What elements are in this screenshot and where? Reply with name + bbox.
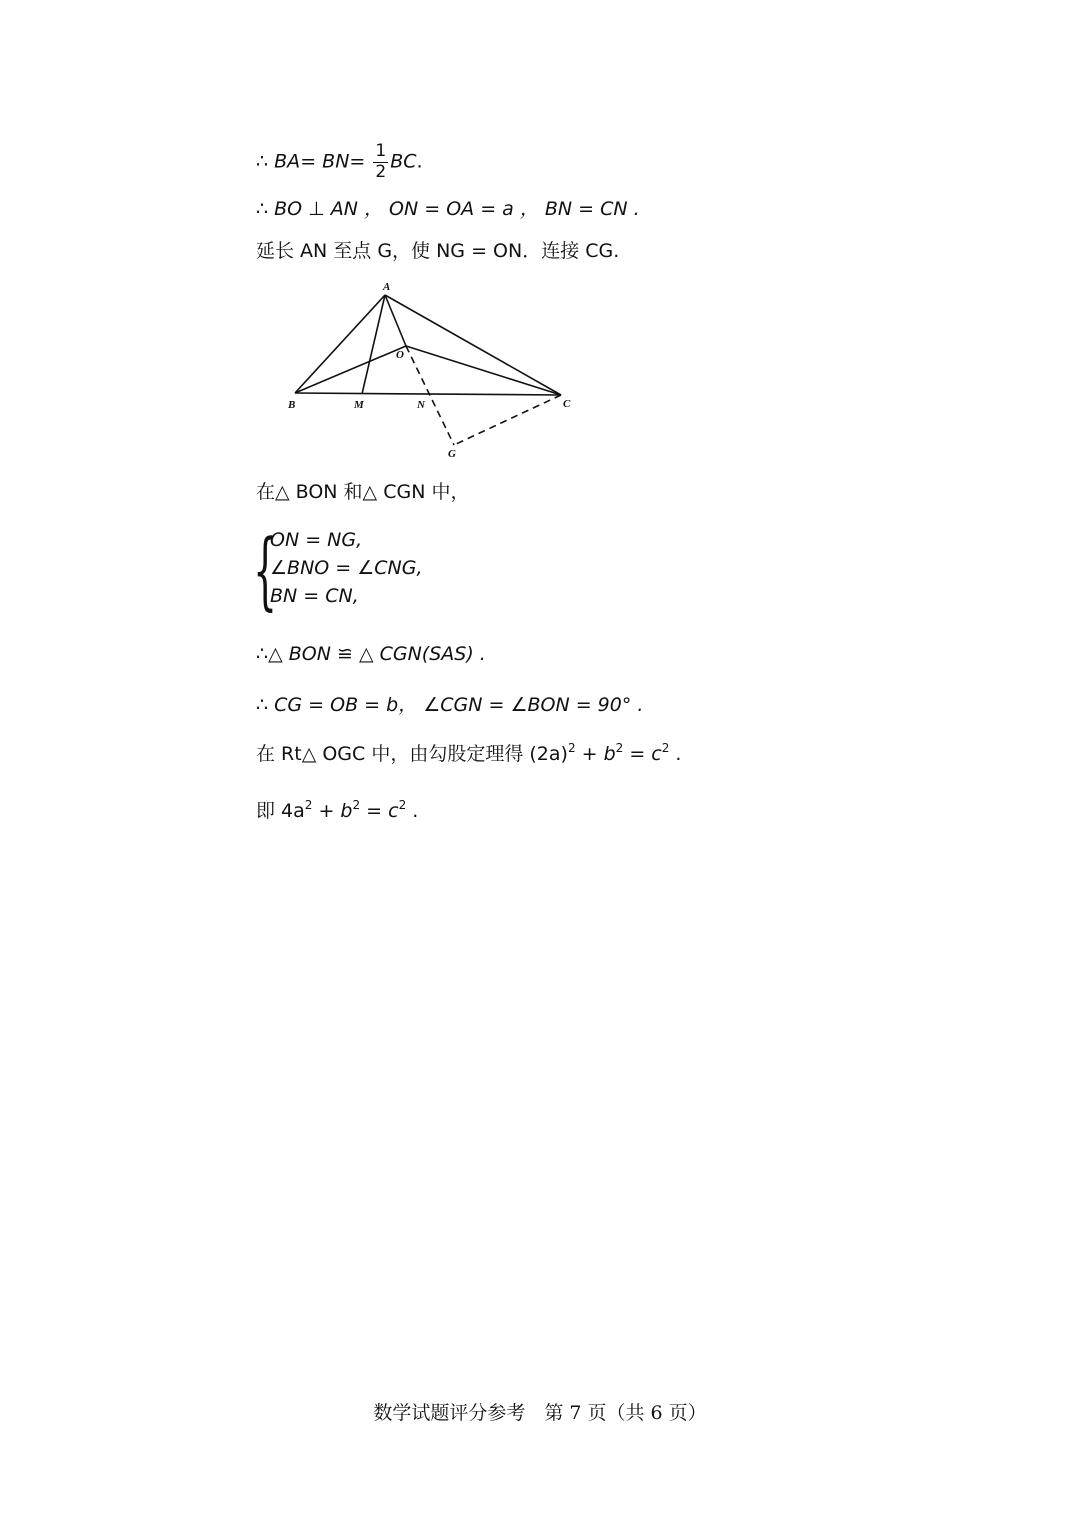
exponent: 2: [352, 798, 361, 812]
line-conclusion: [256, 798, 419, 822]
therefore-symbol: ∴: [256, 150, 269, 173]
case-line-3: BN = CN,: [270, 585, 359, 607]
case-line-1: ON = NG,: [270, 529, 363, 551]
segment-cg-dashed: [454, 395, 561, 445]
term-b: + b: [312, 800, 353, 822]
eq-sign: =: [300, 150, 317, 173]
segment-on-dashed: [406, 346, 454, 445]
segment-ab: [295, 295, 385, 393]
segment-bc: [295, 393, 561, 395]
line-in-triangles: 在△ BON 和△ CGN 中，: [256, 481, 470, 503]
page-footer: 数学试题评分参考 第 7 页（共 6 页）: [373, 1402, 707, 1424]
period: .: [416, 150, 423, 173]
label-b: B: [288, 399, 296, 411]
eq-sign: =: [349, 150, 366, 173]
expr-bc: BC: [390, 150, 417, 173]
label-m: M: [354, 399, 364, 411]
segment-oc: [406, 346, 561, 395]
label-g: G: [448, 448, 456, 460]
label-o: O: [396, 349, 404, 361]
fraction-denominator: 2: [375, 161, 387, 182]
pythagoras-text: 在 Rt△ OGC 中，由勾股定理得 (2a): [256, 743, 568, 765]
label-c: C: [563, 398, 571, 410]
case-line-2: ∠BNO = ∠CNG,: [270, 557, 423, 579]
line-cg-ob: ∴ CG = OB = b， ∠CGN = ∠BON = 90° .: [256, 694, 644, 716]
fraction-numerator: 1: [375, 141, 387, 161]
line-bo-perp-an: ∴ BO ⊥ AN ， ON = OA = a ， BN = CN .: [256, 198, 640, 220]
segment-bo: [295, 346, 406, 393]
label-n: N: [417, 399, 425, 411]
exponent: 2: [661, 741, 670, 755]
term-b: + b: [575, 743, 616, 765]
segment-ao: [385, 295, 406, 346]
period: .: [669, 743, 682, 765]
exponent: 2: [615, 741, 624, 755]
line-ba-bn: [256, 142, 423, 182]
geometry-figure: [282, 280, 582, 462]
line-congruent: ∴△ BON ≌ △ CGN(SAS) .: [256, 643, 486, 665]
term-c: = c: [623, 743, 662, 765]
left-brace: {: [253, 521, 278, 619]
segment-am: [362, 295, 385, 394]
label-a: A: [383, 281, 391, 293]
segment-ac: [385, 295, 561, 395]
exponent: 2: [304, 798, 313, 812]
period: .: [406, 800, 419, 822]
expr-ba: BA: [274, 150, 301, 173]
line-extend-an: 延长 AN 至点 G，使 NG = ON．连接 CG.: [256, 240, 620, 262]
expr-bn: BN: [322, 150, 350, 173]
exponent: 2: [398, 798, 407, 812]
exponent: 2: [567, 741, 576, 755]
line-pythagoras: [256, 741, 682, 765]
fraction-half: [373, 142, 388, 182]
conclusion-text: 即 4a: [256, 800, 305, 822]
term-c: = c: [360, 800, 399, 822]
